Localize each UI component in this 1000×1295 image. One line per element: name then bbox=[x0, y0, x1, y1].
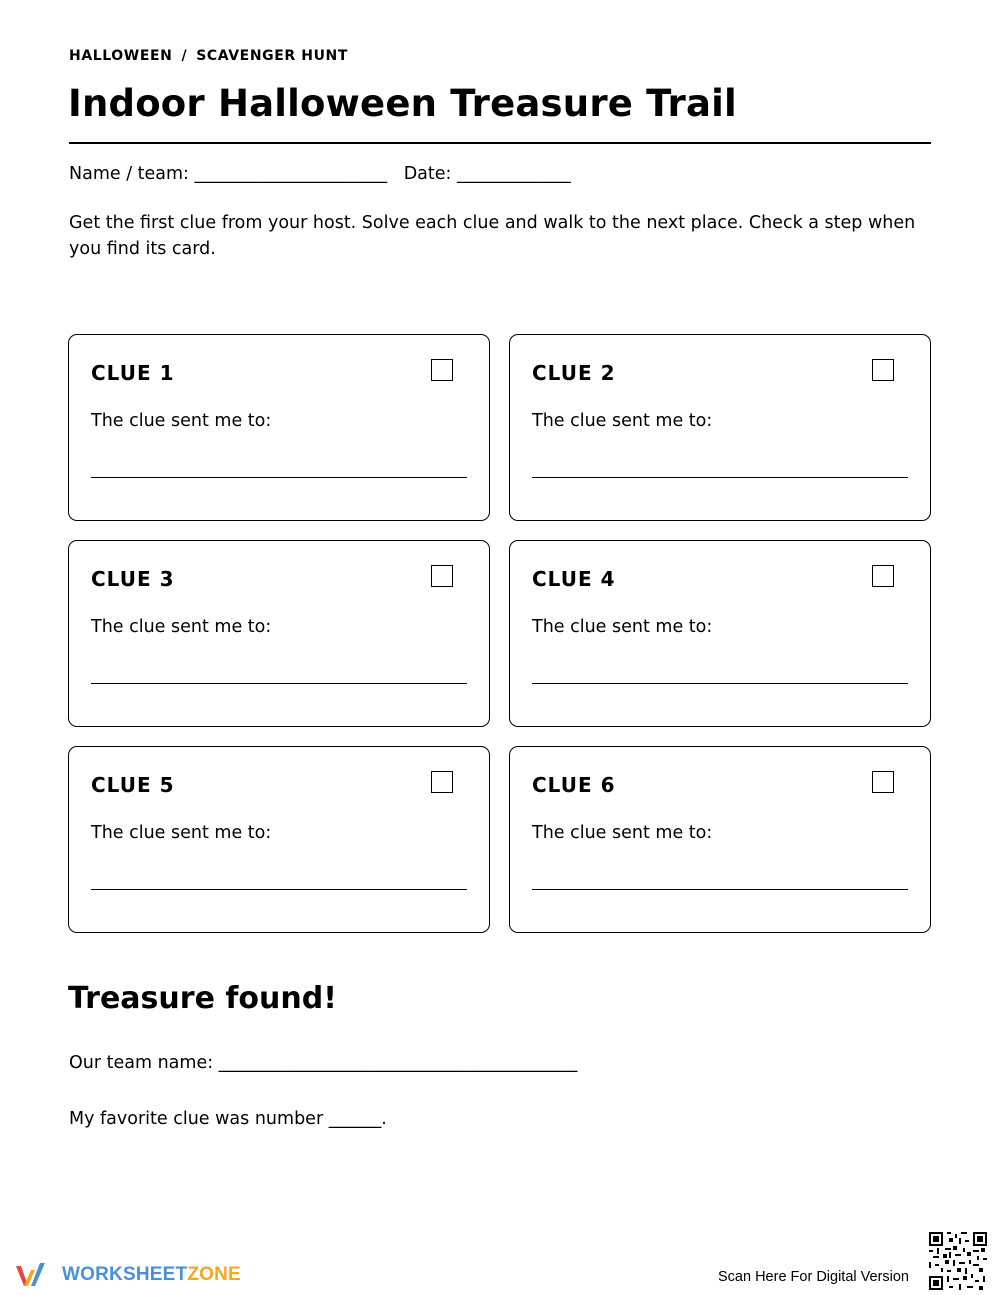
clue-card-title: CLUE 4 bbox=[532, 567, 616, 591]
clue-checkbox[interactable] bbox=[872, 359, 894, 381]
breadcrumb-separator: / bbox=[181, 48, 188, 64]
clue-card-4 bbox=[509, 540, 931, 727]
clue-card-6 bbox=[509, 746, 931, 933]
clue-card-prompt: The clue sent me to: bbox=[91, 823, 272, 843]
clue-checkbox[interactable] bbox=[431, 359, 453, 381]
clue-answer-line[interactable] bbox=[91, 477, 467, 478]
clue-card-title: CLUE 2 bbox=[532, 361, 616, 385]
name-date-line[interactable]: Name / team: ______________________ Date: _____________ bbox=[69, 164, 571, 184]
worksheetzone-logo[interactable] bbox=[14, 1260, 241, 1290]
title-divider bbox=[69, 142, 931, 144]
clue-answer-line[interactable] bbox=[532, 683, 908, 684]
clue-card-prompt: The clue sent me to: bbox=[91, 411, 272, 431]
worksheetzone-logo-text bbox=[62, 1264, 241, 1286]
clue-checkbox[interactable] bbox=[431, 771, 453, 793]
breadcrumb bbox=[69, 48, 348, 64]
clue-card-prompt: The clue sent me to: bbox=[91, 617, 272, 637]
team-name-line[interactable]: Our team name: _________________________________________ bbox=[69, 1053, 578, 1073]
clue-answer-line[interactable] bbox=[91, 889, 467, 890]
clue-card-prompt: The clue sent me to: bbox=[532, 617, 713, 637]
clue-card-prompt: The clue sent me to: bbox=[532, 823, 713, 843]
clue-card-2 bbox=[509, 334, 931, 521]
clue-answer-line[interactable] bbox=[532, 889, 908, 890]
clue-answer-line[interactable] bbox=[91, 683, 467, 684]
breadcrumb-scavenger-hunt: SCAVENGER HUNT bbox=[196, 48, 349, 64]
logo-text-worksheet: WORKSHEET bbox=[62, 1264, 188, 1285]
clue-card-title: CLUE 5 bbox=[91, 773, 175, 797]
breadcrumb-halloween: HALLOWEEN bbox=[69, 48, 173, 64]
clue-checkbox[interactable] bbox=[431, 565, 453, 587]
clue-card-3 bbox=[68, 540, 490, 727]
clue-card-5 bbox=[68, 746, 490, 933]
favorite-clue-line[interactable]: My favorite clue was number ______. bbox=[69, 1109, 387, 1129]
clue-answer-line[interactable] bbox=[532, 477, 908, 478]
clue-card-title: CLUE 1 bbox=[91, 361, 175, 385]
clue-checkbox[interactable] bbox=[872, 771, 894, 793]
logo-text-zone: ZONE bbox=[187, 1264, 241, 1285]
clue-card-prompt: The clue sent me to: bbox=[532, 411, 713, 431]
scan-here-text: Scan Here For Digital Version bbox=[718, 1269, 909, 1285]
page-title: Indoor Halloween Treasure Trail bbox=[68, 82, 737, 125]
clue-card-title: CLUE 6 bbox=[532, 773, 616, 797]
clue-card-title: CLUE 3 bbox=[91, 567, 175, 591]
qr-code-icon[interactable] bbox=[929, 1232, 987, 1290]
instructions: Get the first clue from your host. Solve each clue and walk to the next place. Check a step when you find its card. bbox=[69, 213, 916, 259]
worksheetzone-logo-icon bbox=[14, 1260, 56, 1290]
clue-checkbox[interactable] bbox=[872, 565, 894, 587]
clue-card-1 bbox=[68, 334, 490, 521]
treasure-found-heading: Treasure found! bbox=[68, 981, 337, 1016]
